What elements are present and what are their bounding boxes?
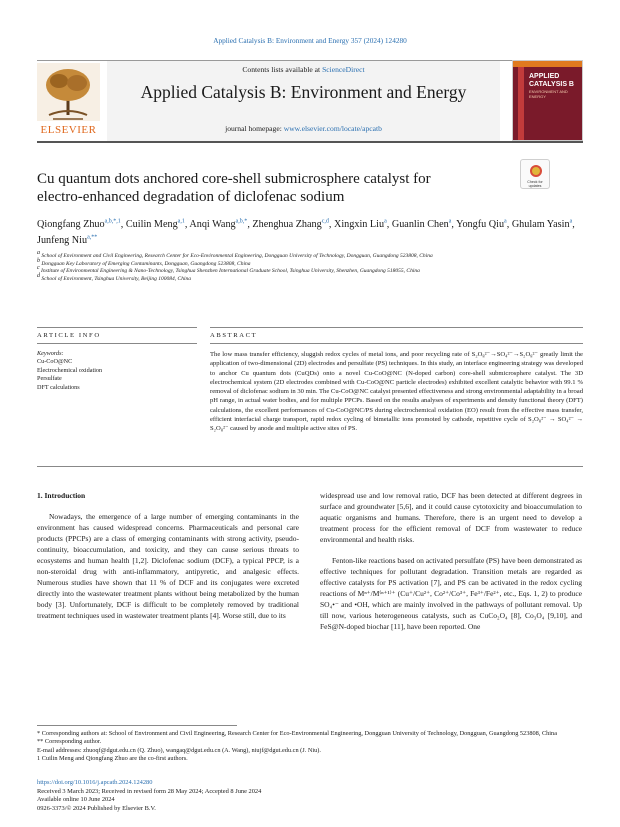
author-affiliation-marker[interactable]: a,1 (177, 218, 185, 225)
author-affiliation-marker[interactable]: a (569, 218, 573, 225)
affiliation-key: b (37, 257, 40, 264)
journal-reference[interactable]: Applied Catalysis B: Environment and Energy 357 (2024) 124280 (213, 36, 407, 45)
author-name[interactable]: Zhenghua Zhang (252, 219, 322, 230)
check-for-updates-badge[interactable] (520, 159, 550, 189)
abstract-rule (210, 327, 583, 328)
affiliation-text: Institute of Environmental Engineering & Nano-Technology, Tsinghua Shenzhen International Graduate School, Tsinghua University, Shenzhen, Guangdong 518055, China (39, 268, 420, 275)
abstract-heading: ABSTRACT (210, 332, 258, 339)
footnote: 1 Cuilin Meng and Qiongfang Zhuo are the co-first authors. (37, 755, 188, 763)
abstract-rule-2 (210, 343, 583, 344)
body-paragraph: Fenton-like reactions based on activated persulfate (PS) have been demonstrated as effective techniques for pollutant degradation. Transition metals are regarded as effective catalysts for PS activation [7], and PS can be activated in the redox cycling reactions of Mⁿ⁺/M⁽ⁿ⁺¹⁾⁺ (Cu⁺/Cu²⁺, Co²⁺/Co³⁺, Fe³⁺/Fe²⁺, etc., Eqs. 1, 2) to produce SO₄•⁻ and •OH, which are mainly involved in the pathways of pollutant removal. Up till now, various heterogeneous catalysts, such as CuCo₂O₄ [8], Co₃O₄ [9,10], and FeS@N-doped biochar [11], have been reported. One (320, 556, 582, 631)
author-name[interactable]: Junfeng Niu (37, 235, 88, 246)
homepage-link[interactable]: www.elsevier.com/locate/apcatb (283, 124, 382, 133)
affiliation-text: School of Environment and Civil Engineering, Research Center for Eco-Environmental Engineering, Dongguan University of Technology, Dongguan, Guangdong 523808, China (40, 253, 433, 259)
body-paragraph: Nowadays, the emergence of a large number of emerging contaminants in the environment has caused widespread concerns. Pharmaceuticals and personal care products (PPCPs) are a class of emerging contaminants with strong activity, pseudo-continuity, bioaccumulation, and toxicity, and they can cause serious threats to ecosystems and human health [1,2]. Diclofenac sodium (DCF), a typical PPCP, is a non-steroidal drug with anti-inflammatory, antipyretic, and analgesic effects. Numerous studies have shown that 11 % of DCF and its conjugates were excreted directly into the wastewater treatment plants without being metabolized by the human body [3]. Unfortunately, DCF is difficult to be completely removed by traditional treatment techniques used in wastewater treatment plants [4]. Worse still, due to its (37, 512, 299, 620)
publisher-wordmark: ELSEVIER (40, 124, 97, 136)
author-name[interactable]: Anqi Wang (189, 219, 236, 230)
copyright: 0926-3373/© 2024 Published by Elsevier B.V. (37, 804, 156, 812)
author-affiliation-marker[interactable]: a,b,* (235, 218, 248, 225)
keywords-block (37, 350, 187, 392)
keyword-item: Electrochemical oxidation (37, 366, 103, 374)
author-list: Qiongfang Zhuo$^{a,b,*,1}$, Cuilin Meng$^{a,1}$, Anqi Wang$^{a,b,*}$, Zhenghua Zhang$^{c,d}$, Xingxin Liu$^a$, Guanlin Chen$^a$, Yongfu Qiu$^a$, Ghulam Yasin$^a$, Junfeng Niu$^{a,**}$ (37, 218, 575, 246)
author-affiliation-marker[interactable]: a,** (87, 234, 98, 241)
author-name[interactable]: Yongfu Qiu (456, 219, 505, 230)
body-column-right (320, 490, 582, 632)
journal-name: Applied Catalysis B: Environment and Energy (140, 82, 467, 102)
article-info-heading: ARTICLE INFO (37, 332, 101, 339)
author-affiliation-marker[interactable]: a (504, 218, 507, 225)
author-name[interactable]: Ghulam Yasin (511, 219, 570, 230)
affiliation-key: a (37, 250, 40, 257)
journal-cover-thumbnail[interactable] (512, 60, 583, 141)
abstract-end-rule (37, 466, 583, 467)
article-info-rule-2 (37, 343, 197, 344)
affiliation-list (37, 250, 537, 284)
author-name[interactable]: Guanlin Chen (391, 219, 449, 230)
badge-label: Check for updates (527, 180, 543, 188)
article-title: Cu quantum dots anchored core-shell submicrosphere catalyst for electro-enhanced degradation of diclofenac sodium (37, 171, 431, 205)
footnote: * Corresponding authors at: School of Environment and Civil Engineering, Research Center for Eco-Environmental Engineering, Dongguan University of Technology, Dongguan, Guangdong 523808, China (37, 730, 557, 737)
keyword-item: Persulfate (37, 375, 62, 383)
cover-subtitle: ENVIRONMENT AND ENERGY (529, 89, 568, 99)
author-affiliation-marker[interactable]: a (448, 218, 452, 225)
author-affiliation-marker[interactable]: a (384, 218, 387, 225)
keyword-item: Cu-CoO@NC (37, 358, 73, 366)
keyword-item: DFT calculations (37, 383, 80, 391)
footnote-emails: E-mail addresses: zhuoqf@dgut.edu.cn (Q. Zhuo), wangaq@dgut.edu.cn (A. Wang), niujf@dgut.edu.cn (J. Niu). (37, 746, 321, 754)
header-rule-top (37, 60, 583, 61)
affiliation (37, 250, 537, 261)
keywords-label: Keywords: (37, 350, 64, 357)
doi-link[interactable]: https://doi.org/10.1016/j.apcatb.2024.124280 (37, 779, 153, 786)
contents-prefix: Contents lists available at (242, 65, 321, 74)
online-date: Available online 10 June 2024 (37, 796, 115, 803)
section-heading-introduction: 1. Introduction (37, 491, 86, 500)
footnotes (37, 730, 583, 764)
homepage-prefix: journal homepage: (225, 124, 282, 133)
affiliation-text: Dongguan Key Laboratory of Emerging Contaminants, Dongguan, Guangdong 523808, China (40, 260, 251, 267)
publication-info (37, 779, 583, 813)
homepage-line (107, 124, 500, 133)
footnote-rule (37, 725, 237, 726)
received-dates: Received 3 March 2023; Received in revised form 28 May 2024; Accepted 8 June 2024 (37, 787, 262, 795)
affiliation-key: c (37, 265, 40, 272)
author-affiliation-marker[interactable]: c,d (321, 218, 329, 225)
author-name[interactable]: Qiongfang Zhuo (37, 219, 105, 230)
body-column-left (37, 490, 299, 621)
abstract-text: The low mass transfer efficiency, sluggish redox cycles of metal ions, and poor recycling rate of S₂O₈²⁻→SO₄²⁻→S₂O₈²⁻ greatly limit the application of two-dimensional (2D) electrodes and persulfate (PS) techniques. In this study, an interface engineering strategy was developed to anchor Cu quantum dots (CuQDs) onto a novel Cu-CoO@NC (N-doped carbon) core-shell submicrosphere catalyst. The 3D electrochemical system (2D electrodes combined with Cu-CoO@NC particle electrodes) exhibited excellent catalytic behavior with 99.1 % removal of diclofenac sodium in 30 min. The Cu-CoO@NC catalyst presented effectiveness and strong environmental adaptability in a broad pH range, in actual water bodies, and for multiple PPCPs. Based on the results analyses of experiments and density functional theory (DFT) calculations, the excellent performances of Cu-CoO@NC/PS during electrochemical oxidation (EO) result from the effective mass transfer, efficient interfacial charge transport, rapid redox cycling of bimetallic ions promoted by cathode, repetitive cycle of S₂O₈²⁻ → SO₄²⁻ → S₂O₈²⁻ caused by anode and multiple active sites of PS. (210, 351, 583, 433)
affiliation (37, 265, 537, 276)
header-rule-bottom (37, 141, 583, 143)
contents-line (107, 65, 500, 74)
affiliation-key: d (37, 273, 40, 280)
affiliation (37, 273, 537, 284)
sciencedirect-link[interactable]: ScienceDirect (322, 65, 365, 74)
check-updates-icon (530, 165, 542, 177)
footnote: ** Corresponding author. (37, 738, 102, 746)
author-name[interactable]: Xingxin Liu (333, 219, 385, 230)
cover-side-strip (518, 67, 524, 141)
body-paragraph: widespread use and low removal ratio, DCF has been detected at different degrees in surface and groundwater [5,6], and it could cause cytotoxicity and bioaccumulation to aquatic organisms and humans. Therefore, there is an urgent need to develop a treatment process for the efficient removal of DCF from wastewater to reduce environmental and health risks. (320, 491, 582, 544)
author-affiliation-marker[interactable]: a,b,*,1 (104, 218, 121, 225)
cover-title: APPLIED CATALYSIS B (529, 73, 574, 88)
article-info-rule (37, 327, 197, 328)
author-name[interactable]: Cuilin Meng (125, 219, 178, 230)
affiliation-text: School of Environment, Tsinghua University, Beijing 100084, China (40, 276, 191, 283)
